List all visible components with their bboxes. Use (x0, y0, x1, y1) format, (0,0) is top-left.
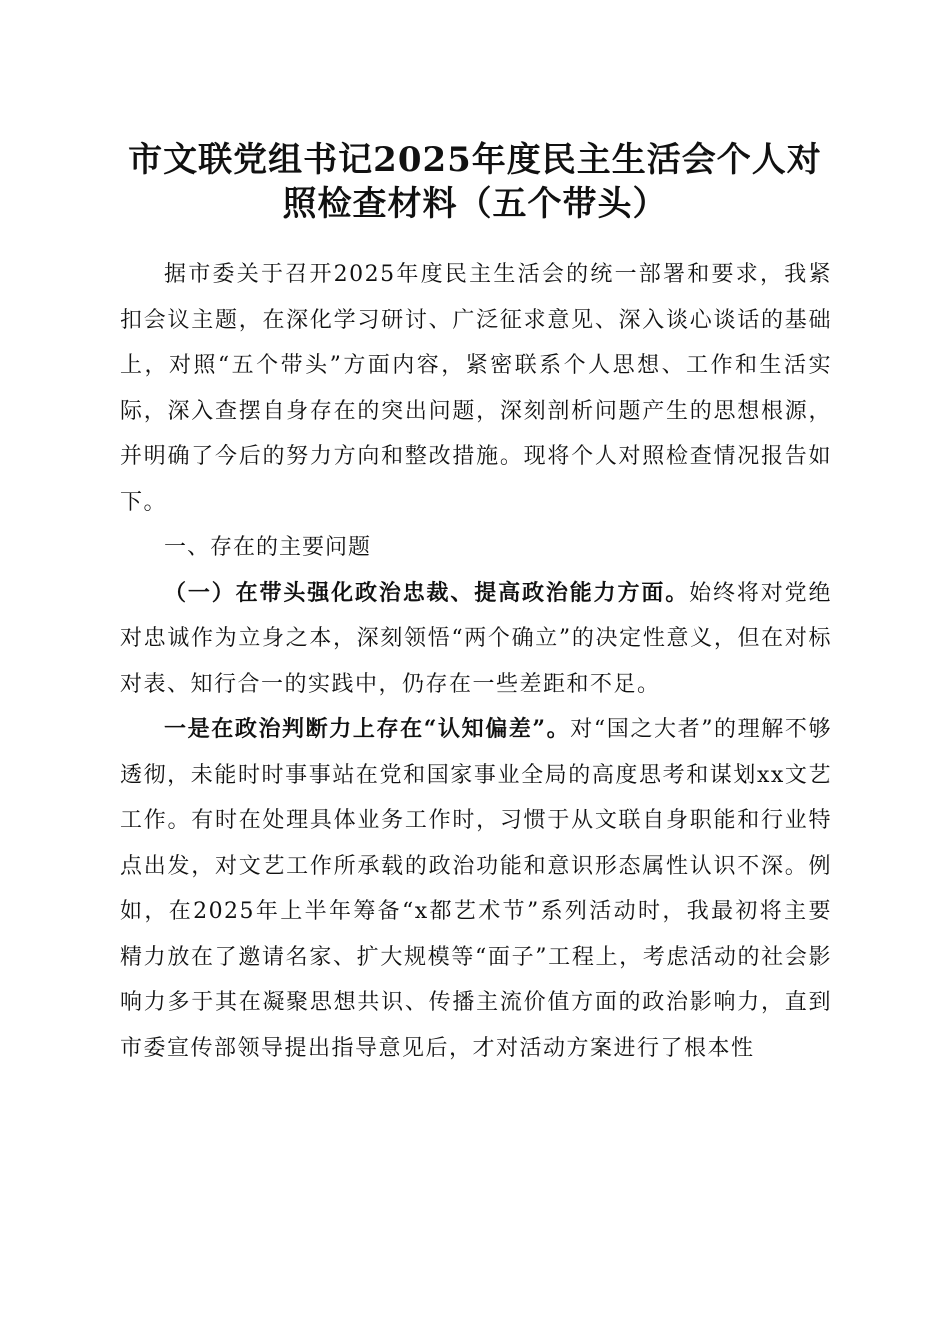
subsection-text: 始终将对党绝对忠诚作为立身之本，深刻领悟“两个确立”的决定性意义，但在对标对表、知行合一的实践中，仍存在一些差距和不足。 (120, 580, 832, 697)
document-title-line-1: 市文联党组书记2025年度民主生活会个人对 (128, 140, 822, 180)
subsection-lead: （一）在带头强化政治忠裁、提高政治能力方面。 (164, 579, 690, 606)
section-heading: 一、存在的主要问题 (164, 535, 372, 560)
point-text: 对“国之大者”的理解不够透彻，未能时时事事站在党和国家事业全局的高度思考和谋划xx文艺工作。有时在处理具体业务工作时，习惯于从文联自身职能和行业特点出发，对文艺工作所承载的政治功能和意识形态属性认识不深。例如，在2025年上半年筹备“x都艺术节”系列活动时，我最初将主要精力放在了邀请名家、扩大规模等“面子”工程上，考虑活动的社会影响力多于其在凝聚思想共识、传播主流价值方面的政治影响力，直到市委宣传部领导提出指导意见后，才对活动方案进行了根本性 (120, 717, 833, 1061)
intro-paragraph: 据市委关于召开2025年度民主生活会的统一部署和要求，我紧扣会议主题，在深化学习研讨、广泛征求意见、深入谈心谈话的基础上，对照“五个带头”方面内容，紧密联系个人思想、工作和生活实际，深入查摆自身存在的突出问题，深刻剖析问题产生的思想根源，并明确了今后的努力方向和整改措施。现将个人对照检查情况报告如下。 (120, 262, 832, 515)
point-lead: 一是在政治判断力上存在“认知偏差”。 (164, 716, 571, 742)
document-title-line-2: 照检查材料（五个带头） (282, 184, 668, 224)
subsection-paragraph (120, 571, 832, 708)
document-body (120, 252, 832, 1071)
point-paragraph (120, 707, 832, 1071)
